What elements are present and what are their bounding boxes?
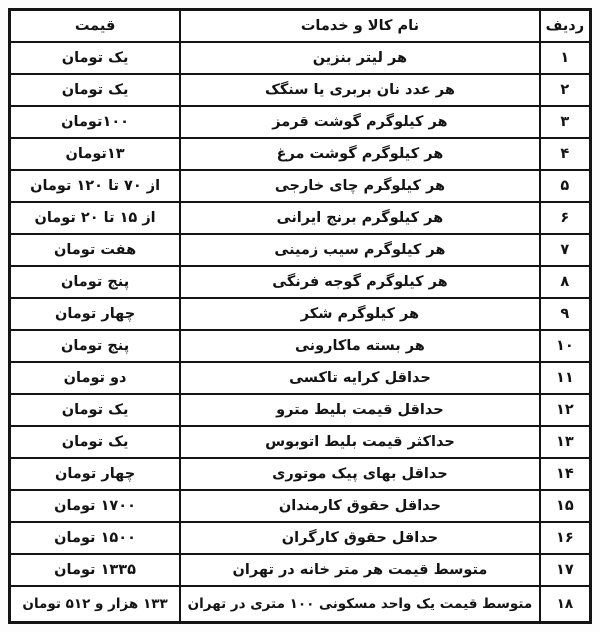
cell-name: هر کیلوگرم چای خارجی (180, 170, 540, 202)
cell-radif: ۱۸ (540, 586, 591, 623)
table-row (10, 522, 591, 554)
cell-name: هر بسته ماکارونی (180, 330, 540, 362)
cell-name: هر کیلوگرم گوشت قرمز (180, 106, 540, 138)
cell-price: دو تومان (10, 362, 181, 394)
cell-radif: ۸ (540, 266, 591, 298)
header-radif: ردیف (540, 10, 591, 43)
cell-radif: ۵ (540, 170, 591, 202)
table-row (10, 298, 591, 330)
cell-price: چهار تومان (10, 298, 181, 330)
table-row (10, 394, 591, 426)
cell-radif: ۹ (540, 298, 591, 330)
cell-radif: ۶ (540, 202, 591, 234)
cell-name: هر لیتر بنزین (180, 42, 540, 74)
cell-radif: ۱۰ (540, 330, 591, 362)
cell-price: یک تومان (10, 42, 181, 74)
cell-name: هر کیلوگرم برنج ایرانی (180, 202, 540, 234)
cell-name: هر کیلوگرم گوشت مرغ (180, 138, 540, 170)
table-row (10, 362, 591, 394)
cell-name: هر کیلوگرم گوجه فرنگی (180, 266, 540, 298)
header-item-name: نام کالا و خدمات (180, 10, 540, 43)
table-row (10, 426, 591, 458)
cell-price: از ۱۵ تا ۲۰ تومان (10, 202, 181, 234)
cell-price: یک تومان (10, 394, 181, 426)
cell-price: پنج تومان (10, 266, 181, 298)
cell-name: متوسط قیمت یک واحد مسکونی ۱۰۰ متری در تهران (180, 586, 540, 623)
cell-name: حداقل حقوق کارمندان (180, 490, 540, 522)
table-row (10, 266, 591, 298)
table-row (10, 74, 591, 106)
header-row (10, 10, 591, 43)
cell-radif: ۱۷ (540, 554, 591, 586)
cell-name: حداقل حقوق کارگران (180, 522, 540, 554)
cell-radif: ۱ (540, 42, 591, 74)
price-table (8, 8, 592, 624)
cell-radif: ۱۴ (540, 458, 591, 490)
table-row (10, 554, 591, 586)
cell-name: هر کیلوگرم شکر (180, 298, 540, 330)
cell-radif: ۱۵ (540, 490, 591, 522)
cell-price: ۱۵۰۰ تومان (10, 522, 181, 554)
cell-price: ۱۷۰۰ تومان (10, 490, 181, 522)
cell-radif: ۳ (540, 106, 591, 138)
cell-radif: ۱۶ (540, 522, 591, 554)
table-row (10, 42, 591, 74)
cell-price: یک تومان (10, 74, 181, 106)
table-row (10, 170, 591, 202)
cell-name: حداکثر قیمت بلیط اتوبوس (180, 426, 540, 458)
cell-price: یک تومان (10, 426, 181, 458)
table-row (10, 234, 591, 266)
table-row (10, 490, 591, 522)
table-row (10, 138, 591, 170)
table-body (10, 42, 591, 623)
cell-price: ۱۳تومان (10, 138, 181, 170)
cell-name: متوسط قیمت هر متر خانه در تهران (180, 554, 540, 586)
cell-radif: ۱۱ (540, 362, 591, 394)
cell-price: ۱۳۳۵ تومان (10, 554, 181, 586)
cell-price: چهار تومان (10, 458, 181, 490)
cell-radif: ۷ (540, 234, 591, 266)
cell-price: هفت تومان (10, 234, 181, 266)
cell-name: هر کیلوگرم سیب زمینی (180, 234, 540, 266)
cell-radif: ۴ (540, 138, 591, 170)
table-row (10, 330, 591, 362)
cell-radif: ۱۲ (540, 394, 591, 426)
cell-name: هر عدد نان بربری یا سنگک (180, 74, 540, 106)
cell-radif: ۱۳ (540, 426, 591, 458)
cell-price: ۱۰۰تومان (10, 106, 181, 138)
cell-price: ۱۳۳ هزار و ۵۱۲ تومان (10, 586, 181, 623)
table-row (10, 586, 591, 623)
cell-price: پنج تومان (10, 330, 181, 362)
cell-name: حداقل بهای پیک موتوری (180, 458, 540, 490)
cell-radif: ۲ (540, 74, 591, 106)
cell-name: حداقل کرایه تاکسی (180, 362, 540, 394)
table-row (10, 458, 591, 490)
table-row (10, 202, 591, 234)
header-price: قیمت (10, 10, 181, 43)
table-row (10, 106, 591, 138)
cell-price: از ۷۰ تا ۱۲۰ تومان (10, 170, 181, 202)
cell-name: حداقل قیمت بلیط مترو (180, 394, 540, 426)
